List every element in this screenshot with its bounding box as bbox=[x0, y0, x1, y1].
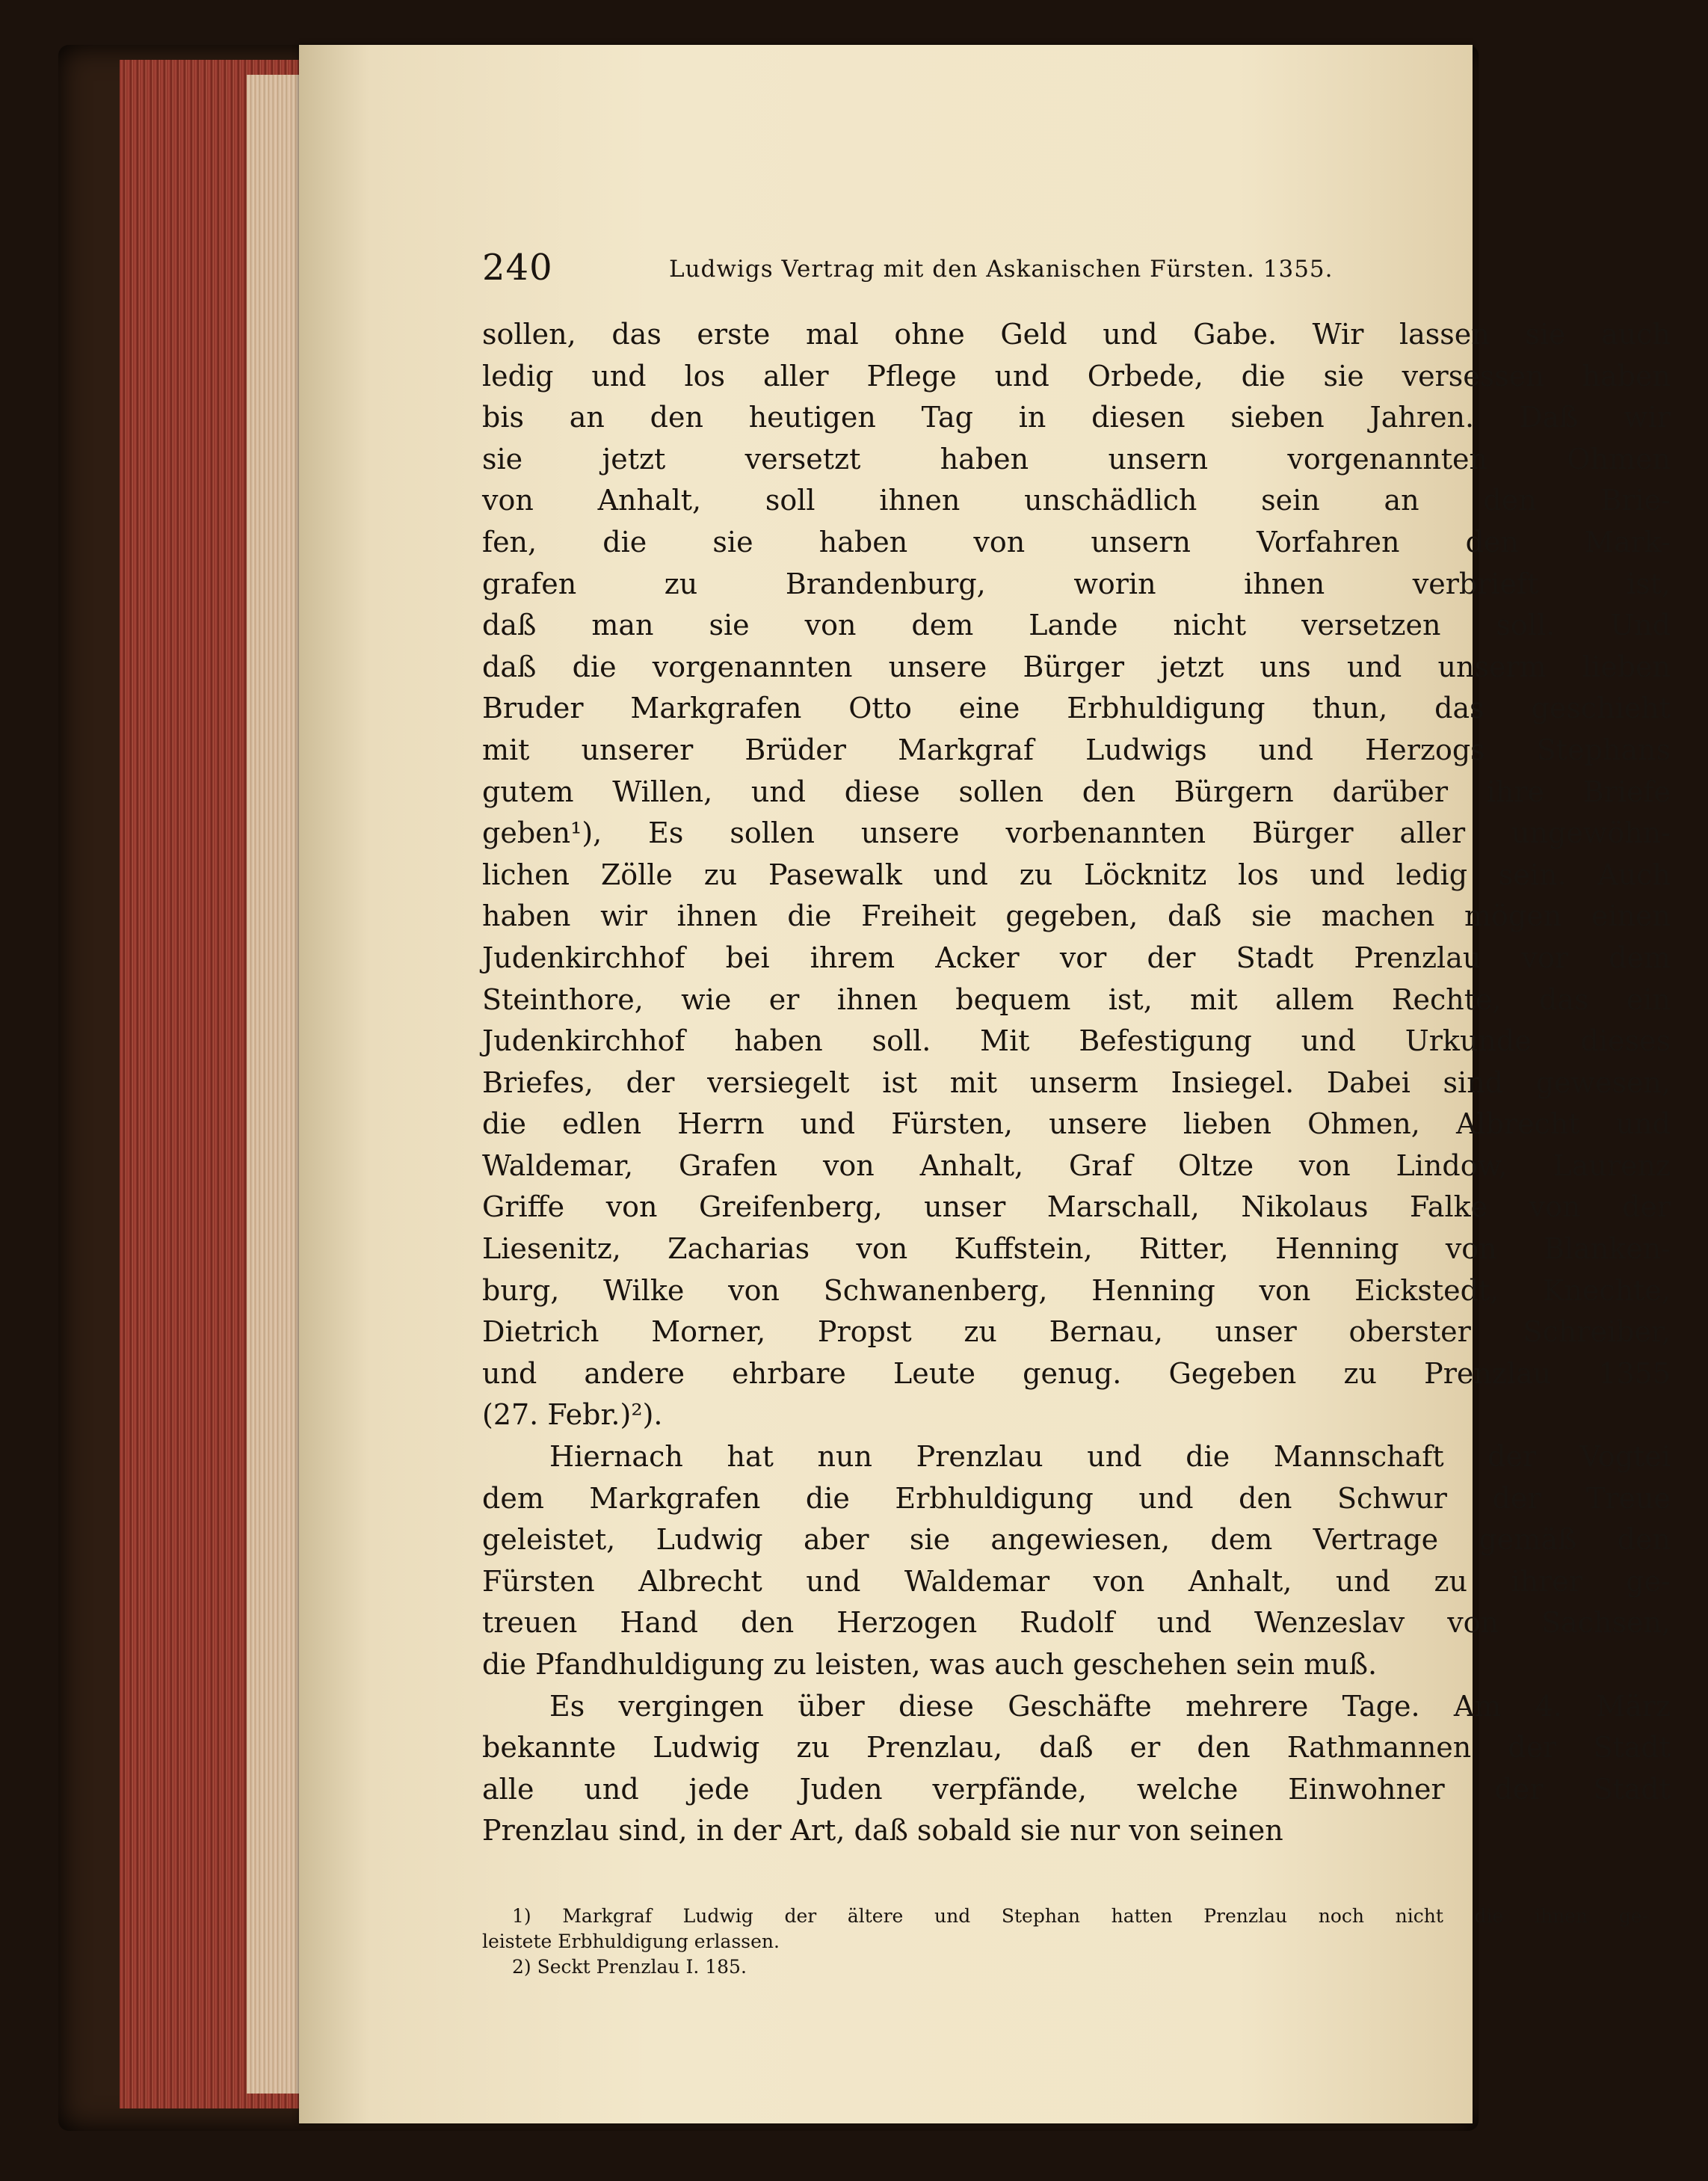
footnote-line: leistete Erbhuldigung erlassen. bbox=[482, 1931, 780, 1952]
text-line: Griffe von Greifenberg, unser Marschall, Nikolaus Falke von der bbox=[482, 1190, 1671, 1224]
text-line: Hiernach hat nun Prenzlau und die Mannschaft der Vogtei bbox=[549, 1440, 1671, 1474]
text-line: Prenzlau sind, in der Art, daß sobald sie nur von seinen bbox=[482, 1814, 1283, 1848]
text-line: sollen, das erste mal ohne Geld und Gabe. Wir lassen sie auch bbox=[482, 318, 1671, 351]
text-line: Judenkirchhof haben soll. Mit Befestigung und Urkunde dieses bbox=[482, 1024, 1671, 1058]
text-line: lichen Zölle zu Pasewalk und zu Löcknitz los und ledig sein. Auch bbox=[482, 858, 1671, 891]
text-line: geleistet, Ludwig aber sie angewiesen, dem Vertrage gemäß den bbox=[482, 1523, 1671, 1557]
text-line: burg, Wilke von Schwanenberg, Henning von Eickstedt, Knechte, bbox=[482, 1273, 1671, 1307]
text-line: bis an den heutigen Tag in diesen sieben Jahren. Daß wir bbox=[482, 401, 1671, 434]
footnotes bbox=[482, 1904, 1648, 1980]
text-line: Waldemar, Grafen von Anhalt, Graf Oltze von Lindow, Laurenz bbox=[482, 1148, 1671, 1182]
text-line: (27. Febr.)²). bbox=[482, 1398, 663, 1432]
text-line: ledig und los aller Pflege und Orbede, die sie versessen haben bbox=[482, 359, 1671, 393]
text-line: Liesenitz, Zacharias von Kuffstein, Ritter, Henning von Blanken- bbox=[482, 1232, 1671, 1266]
text-line: die edlen Herrn und Fürsten, unsere lieben Ohmen, Albrecht und bbox=[482, 1107, 1671, 1141]
running-head: Ludwigs Vertrag mit den Askanischen Fürsten. 1355. bbox=[669, 256, 1334, 283]
text-line: Bruder Markgrafen Otto eine Erbhuldigung thun, das geschieht bbox=[482, 692, 1671, 725]
text-line: Steinthore, wie er ihnen bequem ist, mit allem Rechte, das ein bbox=[482, 982, 1671, 1016]
page-header bbox=[482, 247, 1708, 292]
text-line: Dietrich Morner, Propst zu Bernau, unser oberster Schreiber, bbox=[482, 1315, 1671, 1349]
text-line: Judenkirchhof bei ihrem Acker vor der Stadt Prenzlau vor dem bbox=[482, 941, 1671, 974]
text-line: bekannte Ludwig zu Prenzlau, daß er den Rathmannen der Stadt bbox=[482, 1731, 1671, 1765]
text-line: geben¹), Es sollen unsere vorbenannten Bürger aller ungewöhn- bbox=[482, 816, 1671, 850]
text-line: Es vergingen über diese Geschäfte mehrere Tage. Am 4. März bbox=[549, 1689, 1671, 1723]
text-line: daß die vorgenannten unsere Bürger jetzt uns und unserm lieben bbox=[482, 650, 1671, 683]
text-line: Briefes, der versiegelt ist mit unserm Insiegel. Dabei sind gewesen, bbox=[482, 1065, 1671, 1099]
page bbox=[299, 45, 1671, 2123]
text-line: haben wir ihnen die Freiheit gegeben, daß sie machen mögen einen bbox=[482, 899, 1671, 933]
page-edges-inner bbox=[247, 75, 299, 2094]
text-line: treuen Hand den Herzogen Rudolf und Wenzeslav von Sachsen, bbox=[482, 1606, 1671, 1640]
text-line: sie jetzt versetzt haben unsern vorgenannten Ohmen bbox=[482, 442, 1671, 476]
text-line: Fürsten Albrecht und Waldemar von Anhalt, und zu ihrer ge- bbox=[482, 1564, 1671, 1598]
text-line: grafen zu Brandenburg, worin ihnen verbrieft ist, bbox=[482, 567, 1671, 600]
text-line: gutem Willen, und diese sollen den Bürgern darüber ihre Briefe bbox=[482, 775, 1671, 808]
footnote-line: 1) Markgraf Ludwig der ältere und Stephan hatten Prenzlau noch nicht die ihnen ge- bbox=[512, 1905, 1648, 1927]
text-line: mit unserer Brüder Markgraf Ludwigs und Herzogs Stephans bbox=[482, 733, 1671, 766]
text-line: und andere ehrbare Leute genug. Gegeben zu Prenzlau 1355 bbox=[482, 1356, 1671, 1390]
page-number: 240 bbox=[482, 247, 553, 289]
body-text bbox=[482, 314, 1671, 1852]
text-line: alle und jede Juden verpfände, welche Einwohner der Stadt bbox=[482, 1772, 1671, 1806]
text-line: fen, die sie haben von unsern Vorfahren den Mark- bbox=[482, 525, 1671, 559]
text-line: dem Markgrafen die Erbhuldigung und den Schwur der Treue bbox=[482, 1481, 1671, 1515]
footnote-line: 2) Seckt Prenzlau I. 185. bbox=[512, 1956, 747, 1978]
text-line: daß man sie von dem Lande nicht versetzen soll. Und bbox=[482, 609, 1671, 642]
text-line: von Anhalt, soll ihnen unschädlich sein an den Brie- bbox=[482, 484, 1671, 517]
text-line: die Pfandhuldigung zu leisten, was auch geschehen sein muß. bbox=[482, 1648, 1378, 1681]
